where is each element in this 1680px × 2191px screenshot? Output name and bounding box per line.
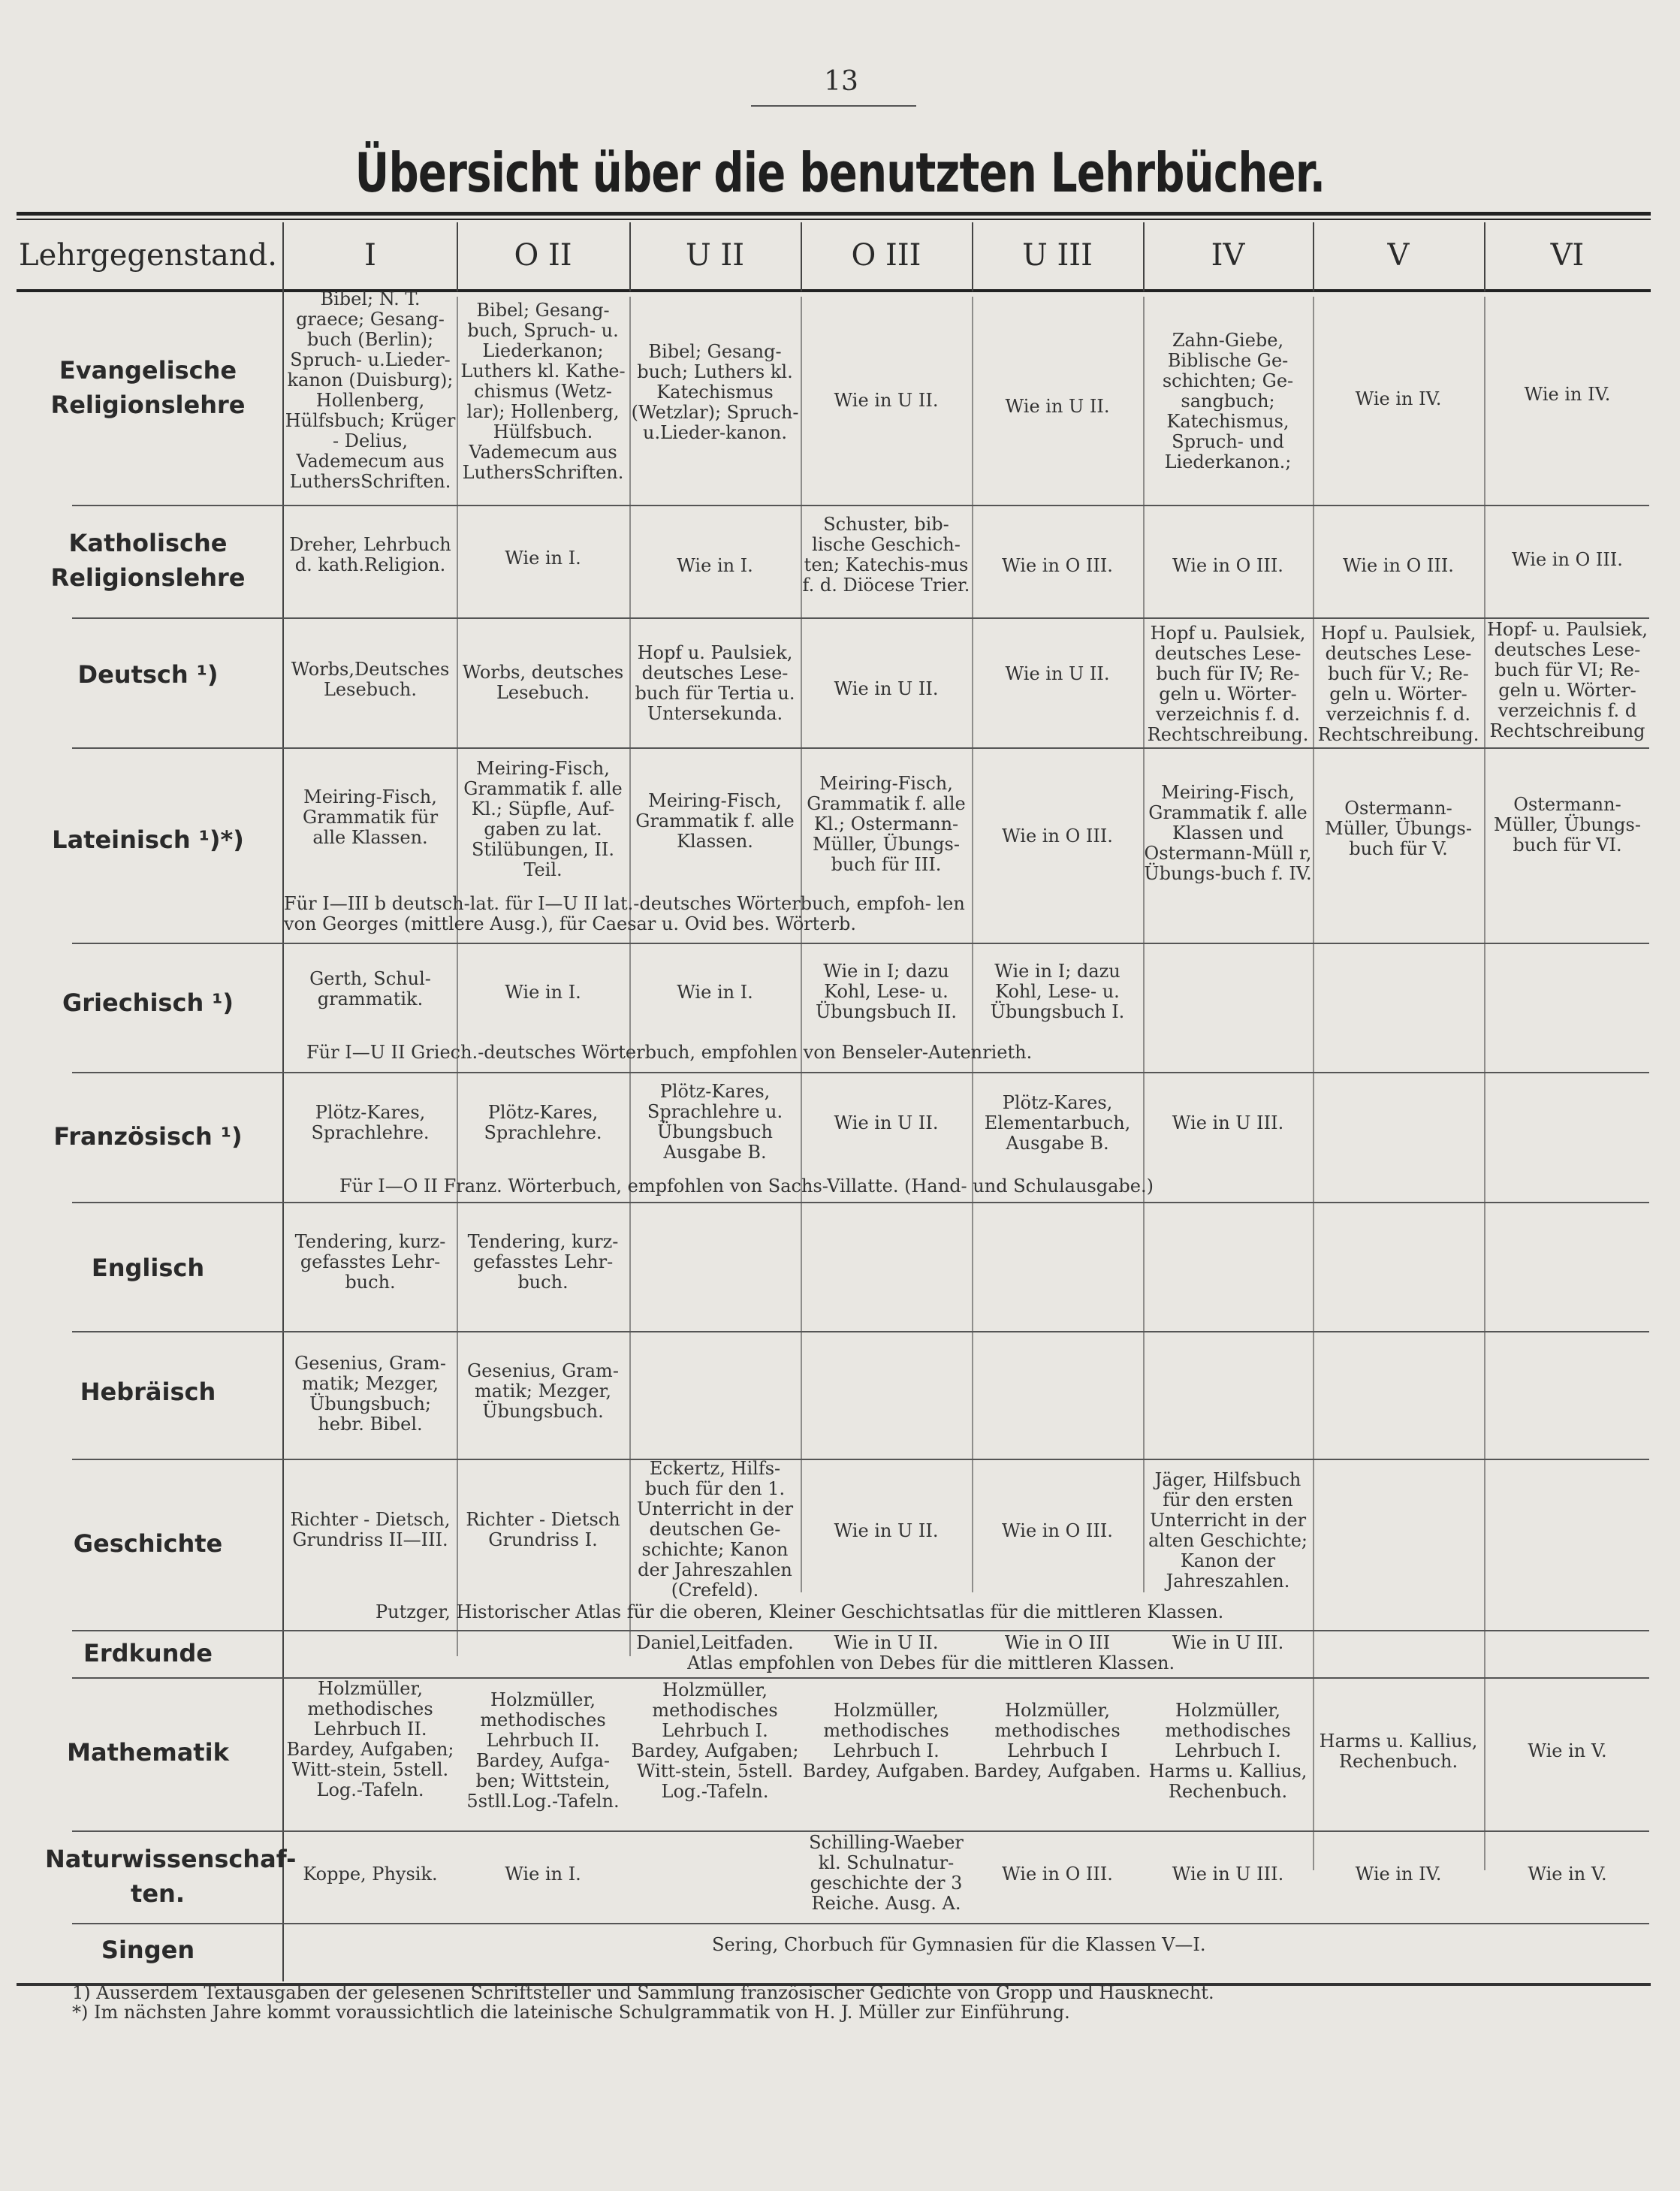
grid-line-v xyxy=(1313,222,1314,291)
cell-la-V: Ostermann-Müller, Übungs-buch für V. xyxy=(1325,798,1472,859)
cell-nw-OIII: Schilling-Waeber kl. Schulnatur-geschichte der 3 Reiche. Ausg. A. xyxy=(809,1833,964,1914)
cell-de-VI: Hopf- u. Paulsiek, deutsches Lese-buch für VI; Re-geln u. Wörter-verzeichnis f. d Rechtschreibung xyxy=(1486,620,1648,741)
subject-geschichte: Geschichte xyxy=(73,1529,223,1558)
cell-de-UIII: Wie in U II. xyxy=(1005,664,1110,684)
cell-ge-IV: Jäger, Hilfsbuch für den ersten Unterricht in der alten Geschichte; Kanon der Jahreszahlen. xyxy=(1148,1470,1308,1592)
cell-he-OII: Gesenius, Gram-matik; Mezger, Übungsbuch. xyxy=(467,1361,619,1422)
header-class-V: V xyxy=(1387,238,1410,273)
grid-line-v xyxy=(1484,297,1485,1870)
cell-erd-UIII: Wie in O III xyxy=(1004,1633,1111,1653)
cell-ev-OIII: Wie in U II. xyxy=(834,391,939,411)
cell-ma-VI: Wie in V. xyxy=(1528,1741,1607,1761)
header-class-UII: U II xyxy=(685,238,745,273)
cell-kath-I: Dreher, Lehrbuch d. kath.Religion. xyxy=(289,535,451,575)
row-separator xyxy=(72,1630,1649,1631)
subject-naturwissenschaften: Naturwissenschaf-ten. xyxy=(45,1845,297,1908)
table-top-rule-thin xyxy=(17,219,1651,220)
cell-nw-OII: Wie in I. xyxy=(505,1864,581,1885)
cell-fr-OII: Plötz-Kares, Sprachlehre. xyxy=(484,1103,602,1143)
cell-kath-OII: Wie in I. xyxy=(505,548,581,569)
subject-lateinisch: Lateinisch ¹)*) xyxy=(52,825,244,854)
row-separator xyxy=(72,943,1649,944)
footnote-2: *) Im nächsten Jahre kommt voraussichtlich die lateinische Schulgrammatik von H. J. Müller zur Einführung. xyxy=(72,2002,1070,2023)
grid-line-v xyxy=(629,222,631,291)
cell-nw-VI: Wie in V. xyxy=(1528,1864,1607,1885)
page-number: 13 xyxy=(824,66,858,97)
grid-line-v xyxy=(972,297,973,1592)
cell-ev-UII: Bibel; Gesang-buch; Luthers kl. Katechismus (Wetzlar); Spruch- u.Lieder-kanon. xyxy=(631,342,799,443)
row-separator xyxy=(72,1331,1649,1332)
row-separator xyxy=(72,1202,1649,1203)
row-separator xyxy=(72,1072,1649,1073)
cell-la-OII: Meiring-Fisch, Grammatik f. alle Kl.; Süpfle, Auf-gaben zu lat. Stilübungen, II. Teil. xyxy=(463,759,623,880)
cell-fr-IV: Wie in U III. xyxy=(1172,1113,1284,1133)
cell-kath-VI: Wie in O III. xyxy=(1512,550,1623,570)
cell-gr-I: Gerth, Schul-grammatik. xyxy=(309,969,431,1009)
cell-gr-UII: Wie in I. xyxy=(677,982,753,1003)
note-geschichte: Putzger, Historischer Atlas für die oberen, Kleiner Geschichtsatlas für die mittleren Klassen. xyxy=(376,1602,1224,1622)
cell-ev-IV: Zahn-Giebe, Biblische Ge-schichten; Ge-sangbuch; Katechismus, Spruch- und Liederkanon.; xyxy=(1162,330,1294,472)
grid-line-v xyxy=(1143,297,1145,1592)
note-erdkunde: Atlas empfohlen von Debes für die mittleren Klassen. xyxy=(687,1653,1175,1673)
cell-de-OII: Worbs, deutsches Lesebuch. xyxy=(462,662,624,703)
table-top-rule xyxy=(17,212,1651,216)
cell-ma-OIII: Holzmüller, methodisches Lehrbuch I. Bardey, Aufgaben. xyxy=(802,1701,970,1782)
cell-ma-IV: Holzmüller, methodisches Lehrbuch I. Harms u. Kallius, Rechenbuch. xyxy=(1148,1701,1308,1802)
grid-line-v xyxy=(801,222,802,291)
cell-kath-OIII: Schuster, bib-lische Geschich-ten; Katechis-mus f. d. Diöcese Trier. xyxy=(802,515,970,596)
cell-gr-OIII: Wie in I; dazu Kohl, Lese- u. Übungsbuch II. xyxy=(815,961,958,1022)
row-separator xyxy=(72,1459,1649,1460)
subject-griechisch: Griechisch ¹) xyxy=(62,988,234,1017)
grid-line-v xyxy=(629,297,631,1656)
cell-ev-VI: Wie in IV. xyxy=(1524,385,1611,405)
subject-evangelisch: Evangelische Religionslehre xyxy=(50,356,246,419)
cell-de-V: Hopf u. Paulsiek, deutsches Lese-buch für V.; Re-geln u. Wörter-verzeichnis f. d. Rechtschreibung. xyxy=(1317,623,1479,745)
cell-nw-I: Koppe, Physik. xyxy=(303,1864,438,1885)
cell-ma-UII: Holzmüller, methodisches Lehrbuch I. Bardey, Aufgaben; Witt-stein, 5stell. Log.-Tafeln. xyxy=(631,1680,799,1802)
subject-hebraeisch: Hebräisch xyxy=(80,1378,216,1406)
cell-ev-OII: Bibel; Gesang-buch, Spruch- u. Liederkanon; Luthers kl. Kathe-chismus (Wetz-lar); Hollenberg, Hülfsbuch. Vademecum aus LuthersSchriften. xyxy=(460,300,626,483)
cell-de-UII: Hopf u. Paulsiek, deutsches Lese-buch für Tertia u. Untersekunda. xyxy=(635,643,795,724)
cell-ma-I: Holzmüller, methodisches Lehrbuch II. Bardey, Aufgaben; Witt-stein, 5stell. Log.-Tafeln. xyxy=(286,1679,454,1800)
cell-fr-OIII: Wie in U II. xyxy=(834,1113,939,1133)
cell-ev-V: Wie in IV. xyxy=(1355,389,1442,409)
cell-en-I: Tendering, kurz-gefasstes Lehr-buch. xyxy=(294,1232,446,1293)
header-class-VI: VI xyxy=(1550,238,1585,273)
header-class-OIII: O III xyxy=(851,238,921,273)
header-class-OII: O II xyxy=(514,238,572,273)
cell-en-OII: Tendering, kurz-gefasstes Lehr-buch. xyxy=(467,1232,619,1293)
cell-ge-OII: Richter - Dietsch Grundriss I. xyxy=(466,1510,620,1550)
subject-englisch: Englisch xyxy=(91,1254,205,1282)
cell-kath-V: Wie in O III. xyxy=(1343,556,1454,576)
cell-ev-UIII: Wie in U II. xyxy=(1005,397,1110,417)
grid-line-v xyxy=(1484,222,1485,291)
subject-deutsch: Deutsch ¹) xyxy=(77,660,219,689)
cell-ma-UIII: Holzmüller, methodisches Lehrbuch I Bardey, Aufgaben. xyxy=(973,1701,1142,1782)
cell-fr-I: Plötz-Kares, Sprachlehre. xyxy=(311,1103,430,1143)
cell-nw-V: Wie in IV. xyxy=(1355,1864,1442,1885)
cell-erd-UII: Daniel,Leitfaden. xyxy=(636,1633,794,1653)
row-separator xyxy=(72,617,1649,619)
grid-line-v xyxy=(457,222,458,291)
cell-ma-V: Harms u. Kallius, Rechenbuch. xyxy=(1319,1731,1478,1772)
cell-la-UII: Meiring-Fisch, Grammatik f. alle Klassen. xyxy=(635,791,795,852)
subject-franzoesisch: Französisch ¹) xyxy=(53,1122,243,1151)
cell-erd-OIII: Wie in U II. xyxy=(834,1633,939,1653)
cell-ge-UII: Eckertz, Hilfs-buch für den 1. Unterricht in der deutschen Ge-schichte; Kanon der Jahreszahlen (Crefeld). xyxy=(636,1459,794,1601)
cell-de-I: Worbs,Deutsches Lesebuch. xyxy=(291,659,450,700)
note-lateinisch: Für I—III b deutsch-lat. für I—U II lat.-deutsches Wörterbuch, empfoh- len von Georges (mittlere Ausg.), für Caesar u. Ovid bes. Wörterb. xyxy=(284,894,965,934)
cell-la-OIII: Meiring-Fisch, Grammatik f. alle Kl.; Ostermann-Müller, Übungs-buch für III. xyxy=(807,774,966,875)
page-number-rule xyxy=(751,105,916,107)
cell-la-UIII: Wie in O III. xyxy=(1002,826,1113,847)
note-franzoesisch: Für I—O II Franz. Wörterbuch, empfohlen von Sachs-Villatte. (Hand- und Schulausgabe.) xyxy=(339,1176,1154,1197)
cell-fr-UII: Plötz-Kares, Sprachlehre u. Übungsbuch Ausgabe B. xyxy=(647,1082,783,1163)
cell-nw-IV: Wie in U III. xyxy=(1172,1864,1284,1885)
grid-line-v xyxy=(801,297,802,1592)
header-class-I: I xyxy=(364,238,376,273)
subject-katholisch: Katholische Religionslehre xyxy=(50,529,246,592)
header-subject: Lehrgegenstand. xyxy=(19,238,277,273)
row-separator xyxy=(72,1830,1649,1832)
row-separator xyxy=(72,505,1649,506)
grid-line-v xyxy=(1313,297,1314,1870)
cell-de-IV: Hopf u. Paulsiek, deutsches Lese-buch für IV; Re-geln u. Wörter-verzeichnis f. d. Rechtschreibung. xyxy=(1147,623,1309,745)
cell-he-I: Gesenius, Gram-matik; Mezger, Übungsbuch; hebr. Bibel. xyxy=(294,1354,446,1435)
cell-ge-I: Richter - Dietsch, Grundriss II—III. xyxy=(290,1510,451,1550)
page-title: Übersicht über die benutzten Lehrbücher. xyxy=(354,141,1326,204)
cell-ge-OIII: Wie in U II. xyxy=(834,1521,939,1541)
row-separator xyxy=(72,1923,1649,1924)
grid-line-v xyxy=(972,222,973,291)
cell-kath-IV: Wie in O III. xyxy=(1172,556,1283,576)
footnote-1: 1) Ausserdem Textausgaben der gelesenen Schriftsteller und Sammlung französischer Gedichte von Gropp und Hausknecht. xyxy=(72,1982,1214,2003)
subject-singen: Singen xyxy=(101,1936,195,1964)
row-separator xyxy=(72,747,1649,749)
subject-mathematik: Mathematik xyxy=(67,1738,229,1767)
cell-kath-UIII: Wie in O III. xyxy=(1002,556,1113,576)
grid-line-v xyxy=(1143,222,1145,291)
cell-kath-UII: Wie in I. xyxy=(677,556,753,576)
header-class-IV: IV xyxy=(1211,238,1245,273)
cell-de-OIII: Wie in U II. xyxy=(834,679,939,699)
note-griechisch: Für I—U II Griech.-deutsches Wörterbuch, empfohlen von Benseler-Autenrieth. xyxy=(306,1043,1033,1063)
cell-erd-IV: Wie in U III. xyxy=(1172,1633,1284,1653)
cell-ev-I: Bibel; N. T. graece; Gesang-buch (Berlin); Spruch- u.Lieder-kanon (Duisburg); Hollenberg, Hülfsbuch; Krüger - Delius, Vademecum aus LuthersSchriften. xyxy=(285,289,456,492)
header-class-UIII: U III xyxy=(1022,238,1093,273)
cell-la-I: Meiring-Fisch, Grammatik für alle Klassen. xyxy=(302,787,439,848)
cell-gr-OII: Wie in I. xyxy=(505,982,581,1003)
cell-ma-OII: Holzmüller, methodisches Lehrbuch II. Bardey, Aufga-ben; Wittstein, 5stll.Log.-Tafeln. xyxy=(466,1690,620,1812)
subject-erdkunde: Erdkunde xyxy=(83,1639,213,1667)
cell-la-IV: Meiring-Fisch, Grammatik f. alle Klassen und Ostermann-Müll r, Übungs-buch f. IV. xyxy=(1144,783,1312,884)
cell-nw-UIII: Wie in O III. xyxy=(1002,1864,1113,1885)
cell-ge-UIII: Wie in O III. xyxy=(1002,1521,1113,1541)
cell-fr-UIII: Plötz-Kares, Elementarbuch, Ausgabe B. xyxy=(984,1093,1131,1154)
header-rule xyxy=(17,289,1651,292)
cell-la-VI: Ostermann-Müller, Übungs-buch für VI. xyxy=(1494,795,1641,856)
note-singen: Sering, Chorbuch für Gymnasien für die Klassen V—I. xyxy=(712,1935,1206,1955)
cell-gr-UIII: Wie in I; dazu Kohl, Lese- u. Übungsbuch I. xyxy=(990,961,1125,1022)
grid-line-v xyxy=(457,297,458,1656)
